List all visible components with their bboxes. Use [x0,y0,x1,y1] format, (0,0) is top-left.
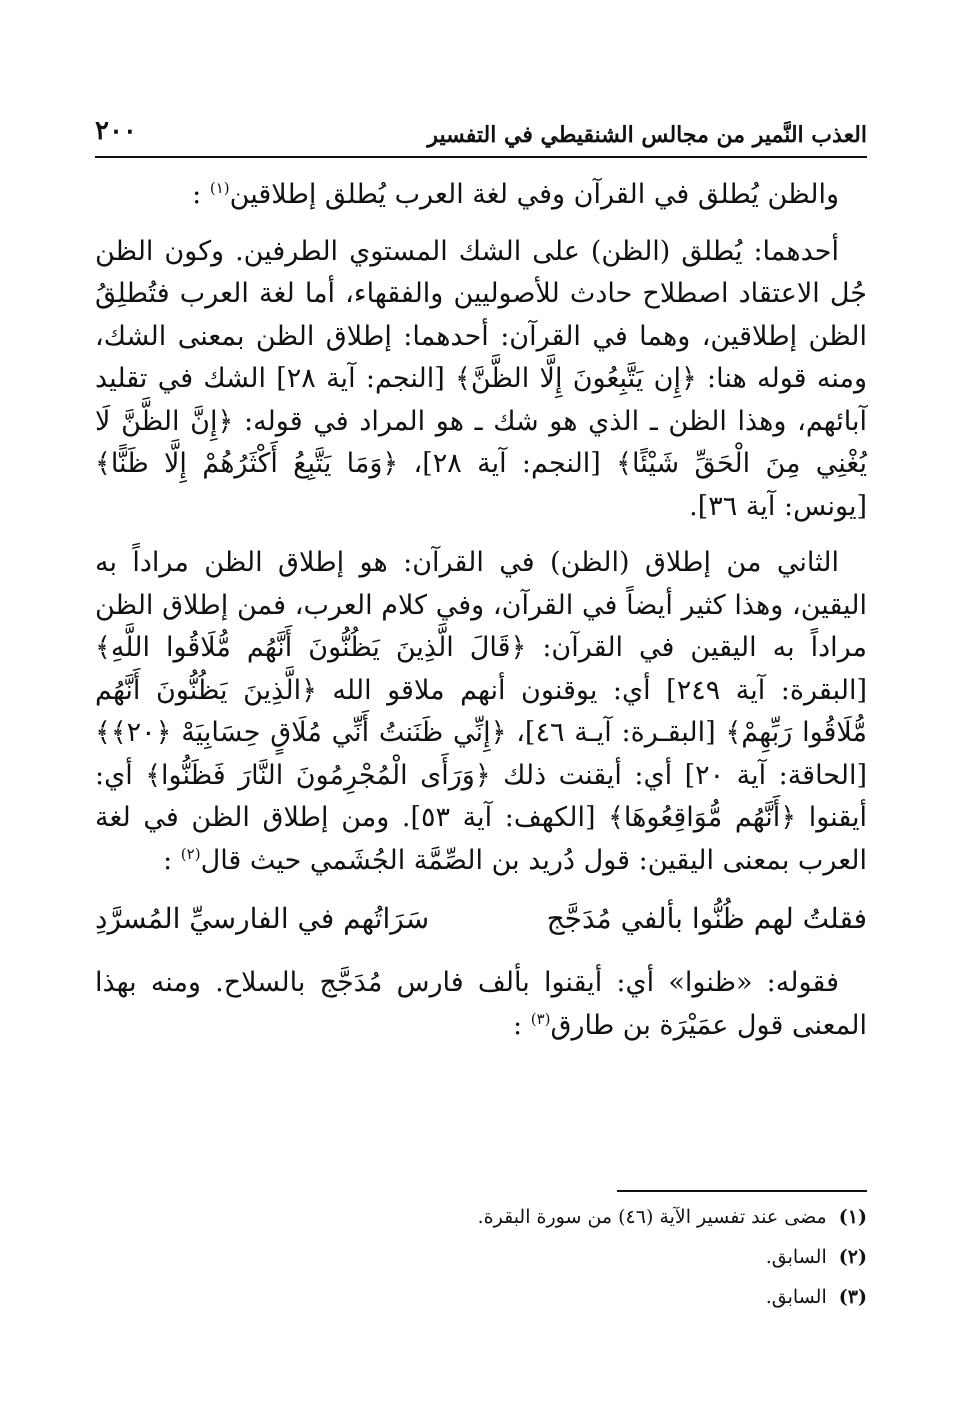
footnote-ref-2: (٢) [180,844,201,863]
footnote-number: (١) [838,1206,867,1228]
paragraph-first-meaning: أحدهما: يُطلق (الظن) على الشك المستوي الطرفين. وكون الظن جُل الاعتقاد اصطلاح حادث للأصوليين والفقهاء، أما لغة العرب فتُطلِقُ الظن إطلاقين، وهما في القرآن: أحدهما: إطلاق الظن بمعنى الشك، ومنه قوله هنا: ﴿إِن يَتَّبِعُونَ إِلَّا الظَّنَّ﴾ [النجم: آية ٢٨] الشك في تقليد آبائهم، وهذا الظن ـ الذي هو شك ـ هو المراد في قوله: ﴿إِنَّ الظَّنَّ لَا يُغْنِي مِنَ الْحَقِّ شَيْئًا﴾ [النجم: آية ٢٨]، ﴿وَمَا يَتَّبِعُ أَكْثَرُهُمْ إِلَّا ظَنًّا﴾ [يونس: آية ٣٦]. [95,235,867,522]
footnote-ref-3: (٣) [530,1009,551,1028]
footnote [95,1280,867,1314]
footnotes-section [95,1190,867,1320]
footnote-ref-1: (١) [209,179,230,197]
paragraph-intro-colon: : [192,179,202,210]
paragraph-second-meaning-colon: : [163,844,173,876]
footnote-number: (٣) [838,1286,867,1308]
paragraph-verse-explanation-text: فقوله: «ظنوا» أي: أيقنوا بألف فارس مُدَجَّج بالسلاح. ومنه بهذا المعنى قول عمَيْرَة بن طارق [95,967,867,1041]
footnote [95,1240,867,1274]
running-title: العذب النَّمير من مجالس الشنقيطي في التفسير [427,122,867,148]
book-page [95,110,867,1390]
verse-second-hemistich: سَرَاتُهم في الفارسيِّ المُسرَّدِ [95,902,430,935]
footnote [95,1200,867,1234]
paragraph-intro [95,174,867,217]
paragraph-verse-explanation [95,962,867,1047]
paragraph-verse-explanation-colon: : [513,1009,523,1041]
page-number: ٢٠٠ [95,116,137,146]
running-header [95,110,867,158]
footnote-divider [617,1190,867,1192]
paragraph-intro-text: والظن يُطلق في القرآن وفي لغة العرب يُطلق إطلاقين [229,179,839,210]
paragraph-second-meaning-text: الثاني من إطلاق (الظن) في القرآن: هو إطلاق الظن مراداً به اليقين، وهذا كثير أيضاً في القرآن، وفي كلام العرب، فمن إطلاق الظن مراداً به اليقين في القرآن: ﴿قَالَ الَّذِينَ يَظُنُّونَ أَنَّهُم مُّلَاقُوا اللَّهِ﴾ [البقرة: آية ٢٤٩] أي: يوقنون أنهم ملاقو الله ﴿الَّذِينَ يَظُنُّونَ أَنَّهُم مُّلَاقُوا رَبِّهِمْ﴾ [البقـرة: آيـة ٤٦]، ﴿إِنِّي ظَنَنتُ أَنِّي مُلَاقٍ حِسَابِيَهْ ﴿٢٠﴾﴾ [الحاقة: آية ٢٠] أي: أيقنت ذلك ﴿وَرَأَى الْمُجْرِمُونَ النَّارَ فَظَنُّوا﴾ أي: أيقنوا ﴿أَنَّهُم مُّوَاقِعُوهَا﴾ [الكهف: آية ٥٣]. ومن إطلاق الظن في لغة العرب بمعنى اليقين: قول دُريد بن الصِّمَّة الجُشَمي حيث قال [95,547,868,876]
footnote-text: السابق. [765,1246,827,1268]
footnote-text: السابق. [765,1286,827,1308]
footnote-text: مضى عند تفسير الآية (٤٦) من سورة البقرة. [477,1206,827,1228]
poetry-verse [95,896,867,942]
verse-first-hemistich: فقلتُ لهم ظُنُّوا بألفي مُدَجَّج [546,902,867,935]
body-text [95,174,867,1047]
paragraph-second-meaning [95,542,867,882]
footnote-number: (٢) [838,1246,867,1268]
